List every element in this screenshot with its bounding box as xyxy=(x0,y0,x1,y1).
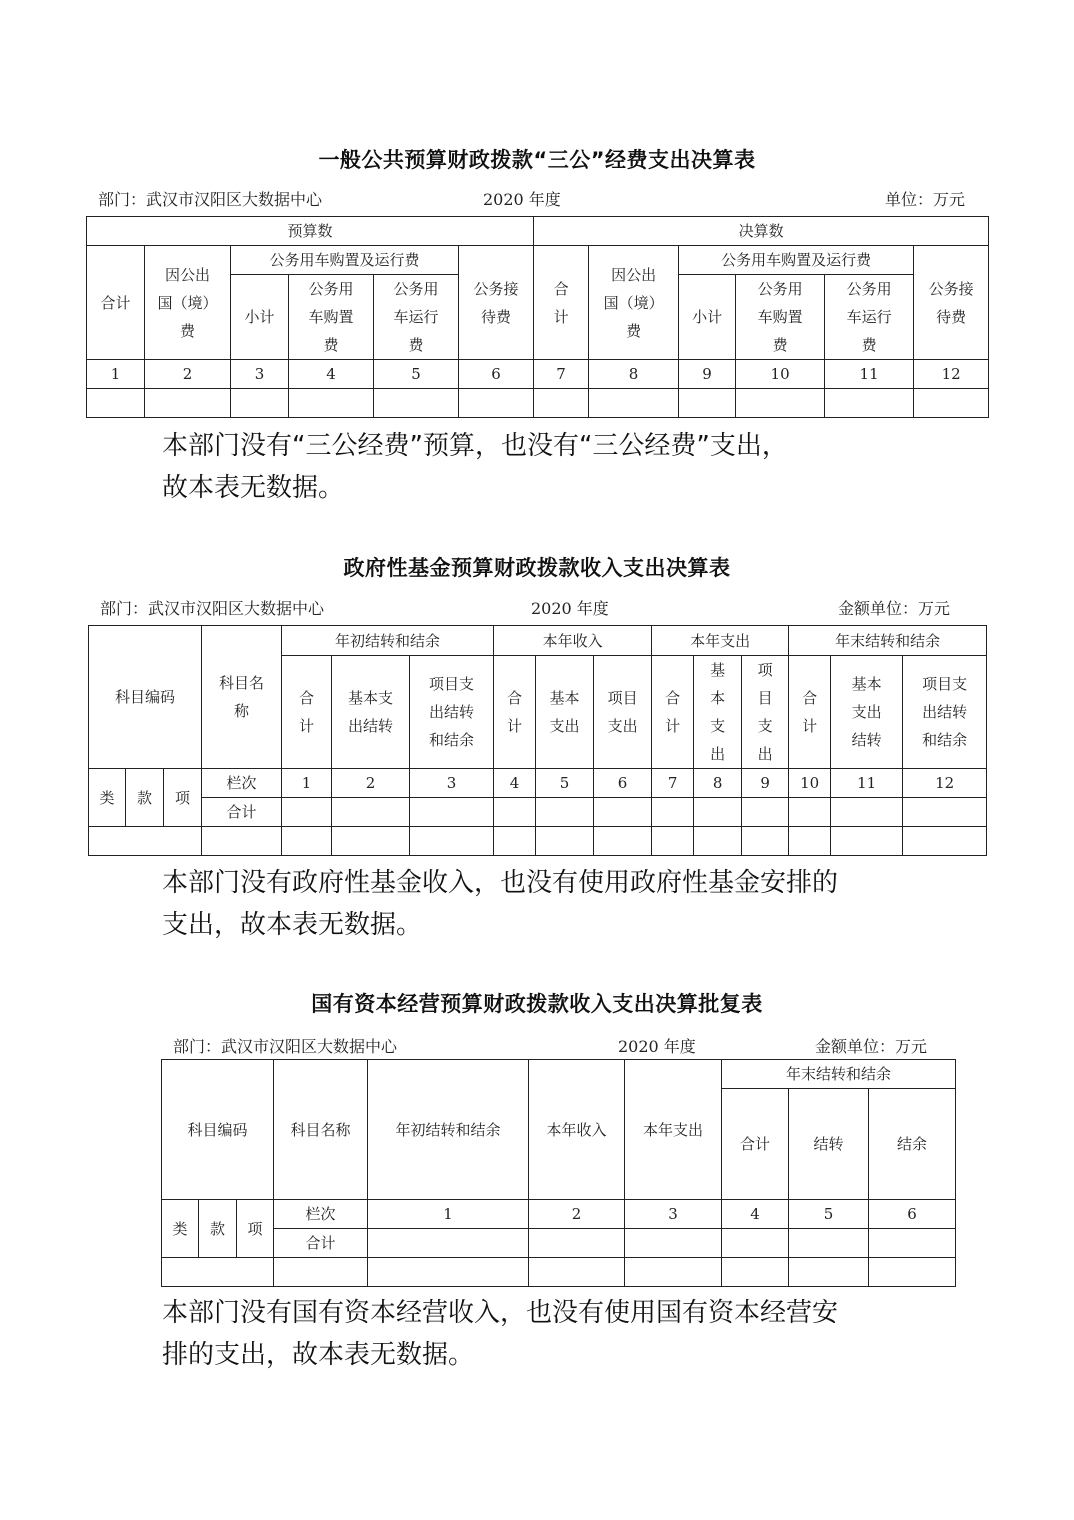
header-closing-balance: 年末结转和结余 xyxy=(789,626,987,656)
table1-department: 部门：武汉市汉阳区大数据中心 xyxy=(98,190,323,209)
row-label-total: 合计 xyxy=(202,798,282,827)
table3-note xyxy=(162,1292,922,1376)
empty-cell xyxy=(162,1258,274,1287)
empty-cell xyxy=(722,1258,789,1287)
col-number: 10 xyxy=(789,769,831,798)
header-final-car-run: 公务用 车运行 费 xyxy=(825,275,914,360)
empty-cell xyxy=(374,389,459,418)
empty-cell xyxy=(529,1258,625,1287)
empty-cell xyxy=(459,389,534,418)
empty-cell xyxy=(903,798,987,827)
col-number: 7 xyxy=(652,769,694,798)
col-number: 3 xyxy=(410,769,494,798)
total-row xyxy=(162,1229,956,1258)
header-opening-balance: 年初结转和结余 xyxy=(368,1060,529,1200)
empty-cell xyxy=(869,1229,956,1258)
col-number: 1 xyxy=(87,360,145,389)
empty-cell xyxy=(903,827,987,856)
empty-data-row xyxy=(89,827,987,856)
row-label-column-number: 栏次 xyxy=(274,1200,368,1229)
header-year-income: 本年收入 xyxy=(494,626,652,656)
empty-cell xyxy=(282,798,332,827)
empty-cell xyxy=(202,827,282,856)
header-final-abroad: 因公出 国（境） 费 xyxy=(589,246,679,360)
col-number: 2 xyxy=(529,1200,625,1229)
empty-cell xyxy=(368,1229,529,1258)
total-row xyxy=(89,798,987,827)
header-subject-code: 科目编码 xyxy=(89,626,202,769)
empty-cell xyxy=(89,827,202,856)
table1-note-line: 本部门没有“三公经费”预算，也没有“三公经费”支出， xyxy=(162,431,788,461)
header-final-subtotal: 小计 xyxy=(679,275,736,360)
header-expense-total: 合 计 xyxy=(652,656,694,769)
header-income-total: 合 计 xyxy=(494,656,536,769)
col-number: 3 xyxy=(231,360,289,389)
col-number: 6 xyxy=(594,769,652,798)
header-budget-car-buy: 公务用 车购置 费 xyxy=(289,275,374,360)
header-item: 项 xyxy=(164,769,202,827)
header-income-project: 项目 支出 xyxy=(594,656,652,769)
empty-cell xyxy=(722,1229,789,1258)
table3-note-line: 本部门没有国有资本经营收入，也没有使用国有资本经营安 xyxy=(162,1298,839,1328)
header-budget-reception: 公务接 待费 xyxy=(459,246,534,360)
header-final-reception: 公务接 待费 xyxy=(914,246,989,360)
header-final-total: 合 计 xyxy=(534,246,589,360)
empty-data-row xyxy=(87,389,989,418)
header-year-expense: 本年支出 xyxy=(652,626,789,656)
header-closing-surplus: 结余 xyxy=(869,1089,956,1200)
empty-cell xyxy=(494,827,536,856)
col-number: 5 xyxy=(789,1200,869,1229)
header-opening-total: 合 计 xyxy=(282,656,332,769)
table2-note-line: 本部门没有政府性基金收入，也没有使用政府性基金安排的 xyxy=(162,868,839,898)
empty-cell xyxy=(529,1229,625,1258)
col-number: 11 xyxy=(825,360,914,389)
table3-state-capital xyxy=(161,1059,956,1287)
col-number: 12 xyxy=(903,769,987,798)
header-closing-carry: 结转 xyxy=(789,1089,869,1200)
empty-cell xyxy=(742,798,789,827)
col-number: 5 xyxy=(374,360,459,389)
empty-cell xyxy=(831,798,903,827)
table1-unit: 单位：万元 xyxy=(885,190,966,209)
header-budget-car-run: 公务用 车运行 费 xyxy=(374,275,459,360)
header-closing-balance: 年末结转和结余 xyxy=(722,1060,956,1089)
empty-cell xyxy=(652,798,694,827)
header-section: 款 xyxy=(126,769,164,827)
header-expense-project: 项 目 支 出 xyxy=(742,656,789,769)
empty-cell xyxy=(494,798,536,827)
header-section: 款 xyxy=(199,1200,237,1258)
col-number: 2 xyxy=(332,769,410,798)
header-budget: 预算数 xyxy=(87,217,534,246)
empty-cell xyxy=(589,389,679,418)
header-item: 项 xyxy=(237,1200,274,1258)
col-number: 9 xyxy=(742,769,789,798)
empty-cell xyxy=(536,798,594,827)
header-final-car-buy: 公务用 车购置 费 xyxy=(736,275,825,360)
row-label-column-number: 栏次 xyxy=(202,769,282,798)
empty-cell xyxy=(789,1229,869,1258)
empty-cell xyxy=(789,798,831,827)
table1-three-public-expenses xyxy=(86,216,989,418)
header-closing-basic: 基本 支出 结转 xyxy=(831,656,903,769)
empty-cell xyxy=(625,1229,722,1258)
table2-government-fund xyxy=(88,625,987,856)
table1-title: 一般公共预算财政拨款“三公”经费支出决算表 xyxy=(318,148,756,172)
table3-year: 2020 年度 xyxy=(618,1037,696,1056)
col-number: 4 xyxy=(494,769,536,798)
empty-cell xyxy=(332,798,410,827)
empty-cell xyxy=(831,827,903,856)
header-opening-project: 项目支 出结转 和结余 xyxy=(410,656,494,769)
table2-note-line: 支出，故本表无数据。 xyxy=(162,910,423,940)
empty-cell xyxy=(825,389,914,418)
empty-cell xyxy=(694,827,742,856)
header-subject-code: 科目编码 xyxy=(162,1060,274,1200)
empty-cell xyxy=(789,827,831,856)
header-subject-name: 科目名称 xyxy=(274,1060,368,1200)
empty-cell xyxy=(694,798,742,827)
empty-cell xyxy=(534,389,589,418)
header-opening-balance: 年初结转和结余 xyxy=(282,626,494,656)
table3-unit: 金额单位：万元 xyxy=(815,1037,928,1056)
col-number: 6 xyxy=(459,360,534,389)
col-number: 8 xyxy=(694,769,742,798)
col-number: 9 xyxy=(679,360,736,389)
header-subject-name: 科目名 称 xyxy=(202,626,282,769)
empty-cell xyxy=(594,798,652,827)
header-budget-total: 合计 xyxy=(87,246,145,360)
row-label-total: 合计 xyxy=(274,1229,368,1258)
header-budget-abroad: 因公出 国（境） 费 xyxy=(145,246,231,360)
empty-cell xyxy=(289,389,374,418)
empty-cell xyxy=(536,827,594,856)
empty-cell xyxy=(145,389,231,418)
col-number: 12 xyxy=(914,360,989,389)
col-number: 11 xyxy=(831,769,903,798)
header-closing-project: 项目支 出结转 和结余 xyxy=(903,656,987,769)
header-category: 类 xyxy=(162,1200,199,1258)
empty-cell xyxy=(282,827,332,856)
header-income-basic: 基本 支出 xyxy=(536,656,594,769)
table2-department: 部门：武汉市汉阳区大数据中心 xyxy=(100,599,325,618)
col-number: 4 xyxy=(722,1200,789,1229)
header-closing-total: 合 计 xyxy=(789,656,831,769)
empty-cell xyxy=(742,827,789,856)
empty-cell xyxy=(594,827,652,856)
table2-note xyxy=(162,862,922,946)
col-number: 1 xyxy=(282,769,332,798)
empty-cell xyxy=(679,389,736,418)
col-number: 7 xyxy=(534,360,589,389)
empty-cell xyxy=(625,1258,722,1287)
col-number: 3 xyxy=(625,1200,722,1229)
header-year-income: 本年收入 xyxy=(529,1060,625,1200)
header-closing-total: 合计 xyxy=(722,1089,789,1200)
empty-cell xyxy=(87,389,145,418)
empty-cell xyxy=(274,1258,368,1287)
col-number: 1 xyxy=(368,1200,529,1229)
empty-cell xyxy=(914,389,989,418)
table2-year: 2020 年度 xyxy=(531,599,609,618)
col-number: 10 xyxy=(736,360,825,389)
header-budget-car-group: 公务用车购置及运行费 xyxy=(231,246,459,275)
table3-department: 部门：武汉市汉阳区大数据中心 xyxy=(173,1037,398,1056)
header-opening-basic: 基本支 出结转 xyxy=(332,656,410,769)
header-expense-basic: 基 本 支 出 xyxy=(694,656,742,769)
empty-cell xyxy=(410,827,494,856)
empty-cell xyxy=(652,827,694,856)
col-number: 4 xyxy=(289,360,374,389)
column-number-row xyxy=(162,1200,956,1229)
col-number: 6 xyxy=(869,1200,956,1229)
header-budget-subtotal: 小计 xyxy=(231,275,289,360)
empty-cell xyxy=(332,827,410,856)
col-number: 8 xyxy=(589,360,679,389)
header-final: 决算数 xyxy=(534,217,989,246)
column-number-row xyxy=(89,769,987,798)
empty-cell xyxy=(368,1258,529,1287)
header-category: 类 xyxy=(89,769,126,827)
header-year-expense: 本年支出 xyxy=(625,1060,722,1200)
table2-title: 政府性基金预算财政拨款收入支出决算表 xyxy=(343,556,731,580)
table3-note-line: 排的支出，故本表无数据。 xyxy=(162,1340,475,1370)
empty-cell xyxy=(789,1258,869,1287)
table1-year: 2020 年度 xyxy=(483,190,561,209)
empty-cell xyxy=(869,1258,956,1287)
empty-cell xyxy=(410,798,494,827)
table2-unit: 金额单位：万元 xyxy=(838,599,951,618)
empty-cell xyxy=(736,389,825,418)
empty-cell xyxy=(231,389,289,418)
col-number: 2 xyxy=(145,360,231,389)
column-number-row xyxy=(87,360,989,389)
empty-data-row xyxy=(162,1258,956,1287)
header-final-car-group: 公务用车购置及运行费 xyxy=(679,246,914,275)
col-number: 5 xyxy=(536,769,594,798)
table1-note xyxy=(162,425,922,509)
table1-note-line: 故本表无数据。 xyxy=(162,473,345,503)
table3-title: 国有资本经营预算财政拨款收入支出决算批复表 xyxy=(311,992,763,1016)
